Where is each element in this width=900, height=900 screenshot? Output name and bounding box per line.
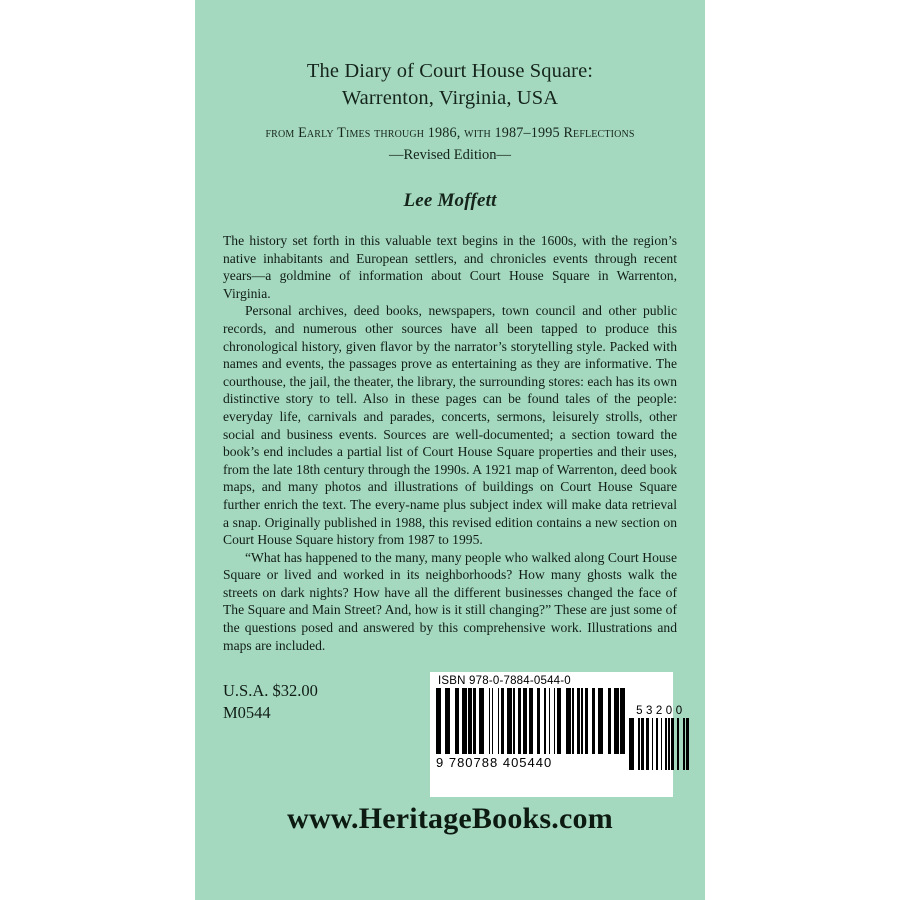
book-subtitle: from Early Times through 1986, with 1987–1995 Reflections (265, 125, 635, 141)
blurb-paragraph-1: The history set forth in this valuable text begins in the 1600s, with the region’s native inhabitants and European settlers, and chronicles events through recent years—a goldmine of information about Court House Square in Warrenton, Virginia. (223, 233, 677, 301)
barcode-addon (629, 705, 692, 770)
book-title-line-2: Warrenton, Virginia, USA (341, 87, 559, 109)
publisher-website: www.HeritageBooks.com (287, 802, 613, 835)
blurb-text (223, 232, 677, 654)
price-text: U.S.A. $32.00 (223, 681, 318, 700)
back-cover (195, 0, 705, 900)
addon-digits: 53200 (636, 705, 686, 717)
barcode (430, 672, 686, 797)
blurb-paragraph-2: Personal archives, deed books, newspapers, town council and other public records, and numerous other sources have all been tapped to produce this chronological history, given flavor by the narrator’s storytelling style. Packed with names and events, the passages prove as entertaining as they are informative. The courthouse, the jail, the theater, the library, the surrounding stores: each has its own distinctive story to tell. Also in these pages can be found tales of the people: everyday life, carnivals and parades, concerts, sermons, leisurely strolls, other social and business events. Sources are well-documented; a section toward the book’s end includes a partial list of Court House Square properties and their uses, from the late 18th century through the 1990s. A 1921 map of Warrenton, deed book maps, and many photos and illustrations of buildings on Court House Square further enrich the text. The every-name plus subject index will make data retrieval a snap. Originally published in 1988, this revised edition contains a new section on Court House Square history from 1987 to 1995. (223, 303, 677, 548)
ean-bars (436, 688, 629, 754)
isbn-label: ISBN 978-0-7884-0544-0 (438, 675, 571, 687)
item-code-text: M0544 (223, 703, 271, 722)
book-title-line-1: The Diary of Court House Square: (306, 60, 594, 82)
edition-label: —Revised Edition— (388, 147, 512, 163)
price-block (223, 680, 318, 724)
title-block (223, 0, 677, 212)
barcode-row (436, 688, 686, 770)
ean-digits: 9 780788 405440 (436, 755, 553, 770)
addon-bars (629, 718, 692, 770)
author-name: Lee Moffett (403, 190, 497, 211)
ean-barcode (436, 688, 629, 770)
blurb-paragraph-3: “What has happened to the many, many people who walked along Court House Square or lived and worked in its neighborhoods? How many ghosts walk the streets on dark nights? How have all the different businesses changed the face of The Square and Main Street? And, how is it still changing?” These are just some of the questions posed and answered by this comprehensive work. Illustrations and maps are included. (223, 549, 677, 653)
